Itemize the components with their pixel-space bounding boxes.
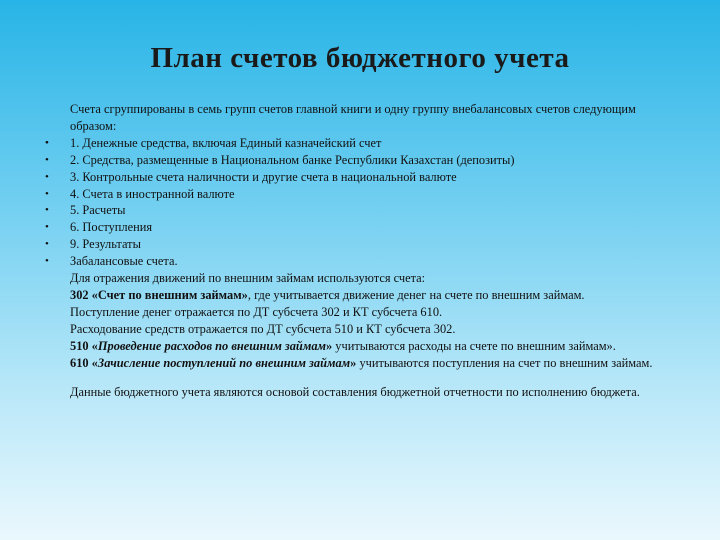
slide-content: [70, 101, 670, 400]
group-item: • 1. Денежные средства, включая Единый казначейский счет: [70, 135, 670, 152]
account-302-line: [70, 287, 670, 304]
account-510-name: Проведение расходов по внешним займам: [97, 338, 326, 353]
spacer: [70, 372, 670, 384]
account-510-close: »: [326, 338, 333, 353]
account-610-code: 610 «: [70, 355, 98, 370]
group-item: • Забалансовые счета.: [70, 253, 670, 270]
group-item: • 3. Контрольные счета наличности и другие счета в национальной валюте: [70, 169, 670, 186]
account-610-close: »: [350, 355, 357, 370]
loans-intro: Для отражения движений по внешним займам используются счета:: [70, 271, 426, 286]
account-302-name: 302 «Счет по внешним займам»: [70, 287, 248, 302]
expense-line: Расходование средств отражается по ДТ субсчета 510 и КТ субсчета 302.: [70, 321, 456, 336]
account-610-name: Зачисление поступлений по внешним займам: [97, 355, 351, 370]
slide-title: План счетов бюджетного учета: [150, 42, 570, 74]
receipt-line: Поступление денег отражается по ДТ субсчета 302 и КТ субсчета 610.: [70, 304, 443, 319]
account-510-code: 510 «: [70, 338, 98, 353]
account-302-text: , где учитывается движение денег на счете по внешним займам.: [247, 287, 585, 302]
conclusion-text: Данные бюджетного учета являются основой составления бюджетной отчетности по исполнению бюджета.: [70, 384, 640, 399]
group-item: • 6. Поступления: [70, 219, 670, 236]
account-510-text: учитываются расходы на счете по внешним займам».: [332, 338, 616, 353]
intro-text: • Счета сгруппированы в семь групп счетов главной книги и одну группу внебалансовых счетов следующим образом:: [70, 101, 670, 135]
group-item: • 2. Средства, размещенные в Национальном банке Республики Казахстан (депозиты): [70, 152, 670, 169]
account-510-line: [70, 338, 670, 355]
group-item: • 4. Счета в иностранной валюте: [70, 186, 670, 203]
group-item: • 9. Результаты: [70, 236, 670, 253]
account-610-text: учитываются поступления на счет по внешним займам.: [356, 355, 653, 370]
account-610-line: [70, 355, 670, 372]
group-item: • 5. Расчеты: [70, 202, 670, 219]
